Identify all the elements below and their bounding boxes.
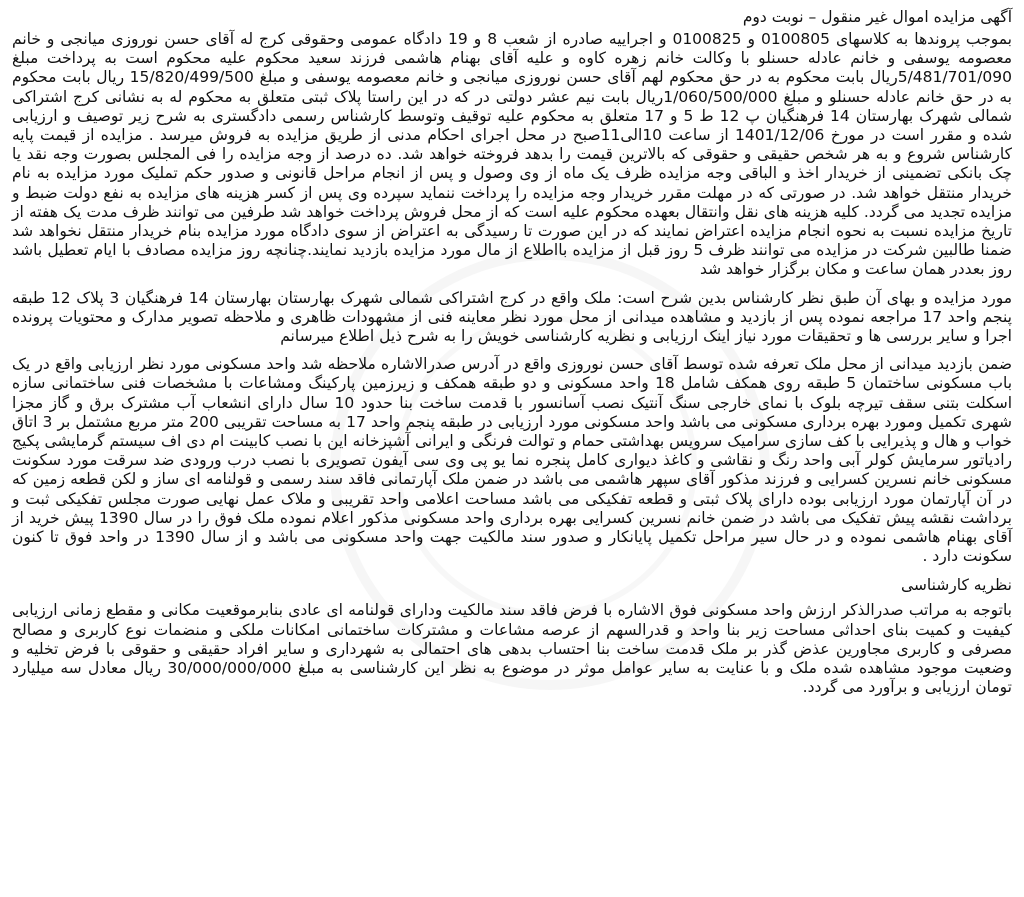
opinion-heading: نظریه کارشناسی (900, 576, 1012, 595)
notice-title: آگهی مزایده اموال غیر منقول – نوبت دوم (742, 8, 1012, 26)
subject-paragraph: مورد مزایده و بهای آن طبق نظر کارشناس بدین شرح است: ملک واقع در کرج اشتراکی شمالی شهرک بهارستان بهارستان 14 فرهنگیان 3 پلاک 12 طبقه پنجم واحد 17 مراجعه نموده پس از بازدید و مشاهده میدانی از محل مورد نظر معاینه فنی از مشهودات ظاهری و ملاحظه تصویر مدارک و محتویات پرونده اجرا و سایر بررسی ها و تحقیقات مورد نیاز اینک ارزیابی و نظریه کارشناسی خویش را به شرح ذیل اطلاع میرسانم (12, 288, 1012, 346)
inspection-paragraph: ضمن بازدید میدانی از محل ملک تعرفه شده توسط آقای حسن نوروزی واقع در آدرس صدرالاشاره ملاحظه شد واحد مسکونی مورد نظر ارزیابی واقع در یک باب مسکونی ساختمان 5 طبقه روی همکف شامل 18 واحد مسکونی و دو طبقه همکف و زیرزمین پارکینگ ومشاعات با مشخصات فنی ساختمانی سازه اسکلت بتنی سقف تیرچه بلوک با نمای خارجی سنگ آنتیک نصب آسانسور با قدمت ساخت بنا حدود 10 سال دارای انشعاب آب مشترک برق و گاز مجزا شهری تکمیل ومورد بهره برداری مسکونی می باشد واحد مسکونی مورد ارزیابی در طبقه پنجم واحد 17 به مساحت تقریبی 200 متر مربع مشتمل بر 3 اتاق خواب و هال و پذیرایی با کف سازی سرامیک سرویس بهداشتی حمام و توالت فرنگی و ایرانی آشپزخانه این با نصب کابینت ام دی اف سیستم گرمایشی پکیج رادیاتور سرمایش کولر آبی واحد رنگ و نقاشی و کاغذ دیواری کامل پنجره نما یو پی وی سی آیفون تصویری با نصب درب ورودی ضد سرقت مورد سکونت مسکونی خانم نسرین کسرایی و فرزند مذکور آقای سپهر هاشمی می باشد در ضمن ملک آپارتمانی فاقد سند رسمی و قولنامه ای ساز و لکن قطعه زمین که در آن آپارتمان مورد ارزیابی بوده دارای پلاک ثبتی و قطعه تفکیکی می باشد مساحت اعلامی واحد تقریبی و ملاک عمل نهایی صورت مجلس تفکیکی ثبت و برداشت نقشه پیش تفکیک می باشد در ضمن خانم نسرین کسرایی بهره برداری واحد مسکونی مذکور اعلام نموده ملک فوق را در سال 1390 پیش خرید از آقای بهنام هاشمی نموده و در حال سیر مراحل تکمیل پایانکار و صدور سند مالکیت جهت واحد مسکونی می باشد و از سال 1390 در واحد فوق تا کنون سکونت دارد . (12, 355, 1013, 566)
intro-paragraph: بموجب پروندها به کلاسهای 0100805 و 0100825 و اجراییه صادره از شعب 8 و 19 دادگاه عمومی وحقوقی کرج له آقای حسن نوروزی میانجی و خانم معصومه یوسفی و خانم عادله حسنلو با وکالت خانم زهره کاوه و علیه آقای بهنام هاشمی فرزند سعید محکوم علیه محکوم است به پرداخت مبلغ 5/481/701/090ریال بابت محکوم به در حق محکوم لهم آقای حسن نوروزی میانجی و خانم معصومه یوسفی و مبلغ 15/820/499/500 ریال بابت محکوم به در حق خانم عادله حسنلو و مبلغ 1/060/500/000ریال بابت نیم عشر دولتی در که در این راستا پلاک ثبتی متعلق به محکوم له به نشانی کرج اشتراکی شمالی شهرک بهارستان 14 فرهنگیان پ 12 ط 5 و 17 متعلق به محکوم علیه توقیف وتوسط کارشناس رسمی دادگستری به شرح زیر توصیف و ارزیابی شده و مقرر است در مورخ 1401/12/06 از ساعت 10الی11صبح در محل اجرای احکام مدنی از طریق مزایده به فروش میرسد . مزایده از قیمت پایه کارشناس شروع و به هر شخص حقیقی و حقوقی که بالاترین قیمت را بدهد فروخته خواهد شد. ده درصد از وجه مزایده را فی المجلس بصورت وجه نقد یا چک بانکی تضمینی از خریدار اخذ و الباقی وجه مزایده ظرف یک ماه از وی وصول و پس از انجام مراحل قانونی و صدور حکم تملیک مورد مزایده به نام خریدار منتقل خواهد شد. در صورتی که در مهلت مقرر خریدار وجه مزایده را پرداخت ننماید سپرده وی پس از کسر هزینه های مزایده به نفع دولت ضبط و مزایده تجدید می گردد. کلیه هزینه های نقل وانتقال بعهده محکوم علیه است که از محل فروش پرداخت خواهد شد طرفین می توانند ظرف مدت یک هفته از تاریخ مزایده نسبت به نحوه انجام مزایده اعتراض نمایند که در این صورت تا رسیدگی به اعتراض از سوی دادگاه مورد مزایده بنام خریدار منتقل نخواهد شد ضمنا طالبین شرکت در مزایده می توانند ظرف 5 روز قبل از مزایده بااطلاع از مال مورد مزایده بازدید نمایند.چنانچه روز مزایده مصادف با ایام تعطیل باشد روز بعددر همان ساعت و مکان برگزار خواهد شد (12, 30, 1013, 279)
opinion-paragraph: باتوجه به مراتب صدرالذکر ارزش واحد مسکونی فوق الاشاره با فرض فاقد سند مالکیت ودارای قولنامه ای عادی بنابرموقعیت مکانی و مقطع زمانی ارزیابی کیفیت و کمیت بنای احداثی مساحت زیر بنا واحد و قدرالسهم از عرصه مشاعات و مشترکات ساختمانی امکانات ملکی و منضمات نوع کاربری و مصالح مصرفی و کاربری مجاورین عذض گذر بر ملک قدمت ساخت بنا احتساب بدهی های احتمالی به شهرداری و سایر افراد حقیقی و حقوقی با فرض تخلیه و وضعیت موجود مشاهده شده ملک و با عنایت به سایر عوامل موثر در موضوع به نظر این کارشناسی به مبلغ 30/000/000/000 ریال معادل سه میلیارد تومان ارزیابی و برآورد می گردد. (12, 601, 1012, 697)
